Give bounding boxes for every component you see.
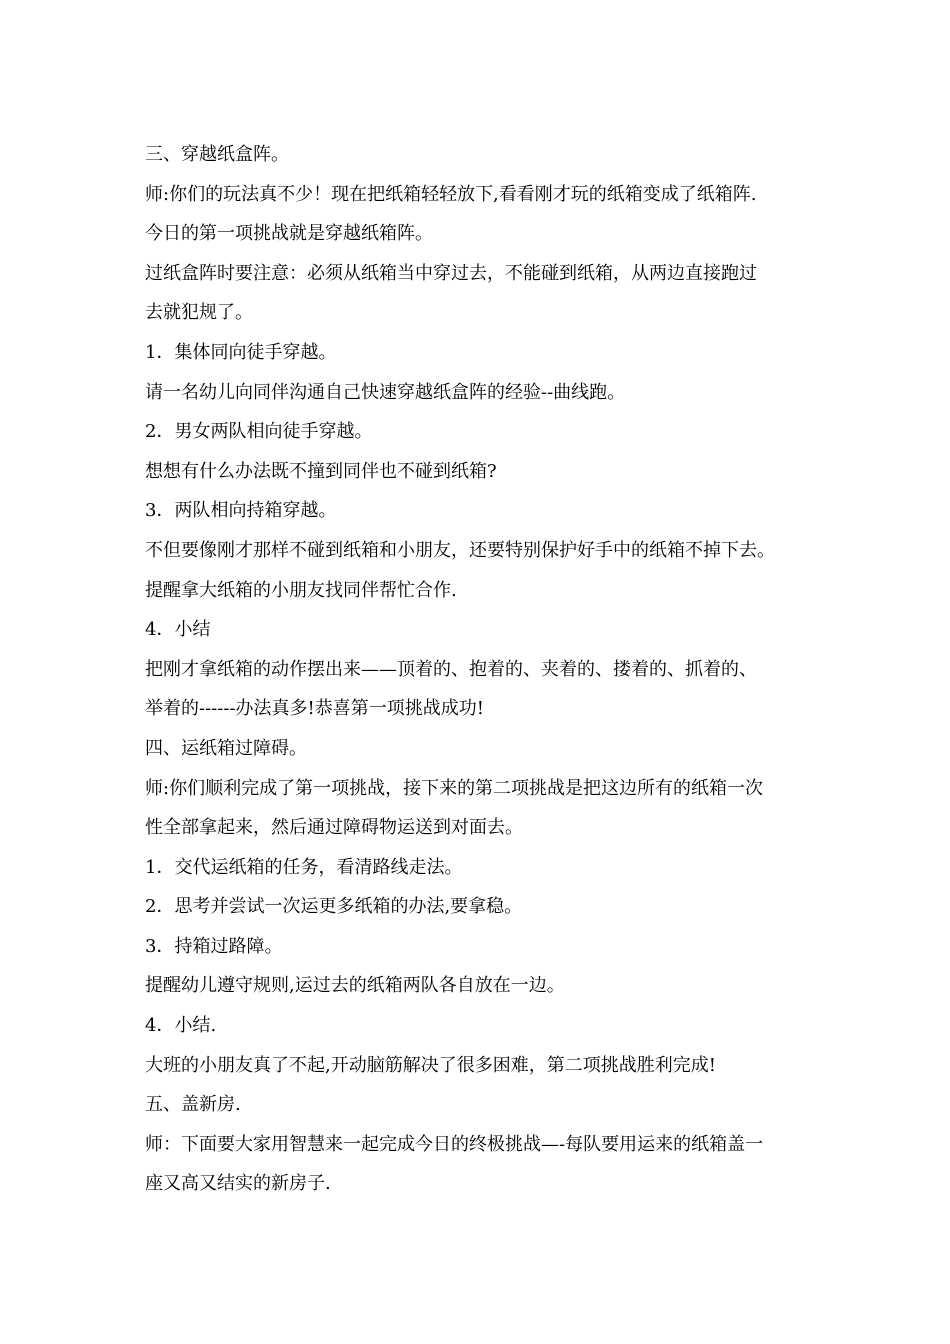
paragraph-line: 师:你们的玩法真不少！现在把纸箱轻轻放下,看看刚才玩的纸箱变成了纸箱阵. [145, 183, 757, 205]
section-heading-5: 五、盖新房. [145, 1094, 241, 1116]
paragraph-line: 过纸盒阵时要注意：必须从纸箱当中穿过去，不能碰到纸箱，从两边直接跑过 [145, 262, 757, 284]
paragraph-line: 提醒幼儿遵守规则,运过去的纸箱两队各自放在一边。 [145, 975, 565, 997]
paragraph-line: 请一名幼儿向同伴沟通自己快速穿越纸盒阵的经验--曲线跑。 [145, 381, 626, 403]
paragraph-line: 提醒拿大纸箱的小朋友找同伴帮忙合作. [145, 579, 457, 601]
list-item: 2．思考并尝试一次运更多纸箱的办法,要拿稳。 [145, 896, 523, 918]
list-item: 3．两队相向持箱穿越。 [145, 500, 337, 522]
paragraph-line: 不但要像刚才那样不碰到纸箱和小朋友，还要特别保护好手中的纸箱不掉下去。 [145, 539, 775, 561]
list-item: 1．交代运纸箱的任务，看清路线走法。 [145, 856, 463, 878]
paragraph-line: 举着的------办法真多!恭喜第一项挑战成功! [145, 698, 484, 720]
list-item: 4．小结. [145, 1015, 217, 1037]
section-heading-4: 四、运纸箱过障碍。 [145, 737, 307, 759]
paragraph-line: 大班的小朋友真了不起,开动脑筋解决了很多困难，第二项挑战胜利完成! [145, 1054, 716, 1076]
list-item: 1．集体同向徒手穿越。 [145, 341, 337, 363]
list-item: 4．小结 [145, 619, 211, 641]
paragraph-line: 座又高又结实的新房子. [145, 1173, 331, 1195]
paragraph-line: 把刚才拿纸箱的动作摆出来——顶着的、抱着的、夹着的、搂着的、抓着的、 [145, 658, 757, 680]
paragraph-line: 师：下面要大家用智慧来一起完成今日的终极挑战—-每队要用运来的纸箱盖一 [145, 1133, 764, 1155]
paragraph-line: 今日的第一项挑战就是穿越纸箱阵。 [145, 223, 433, 245]
paragraph-line: 性全部拿起来，然后通过障碍物运送到对面去。 [145, 817, 523, 839]
paragraph-line: 想想有什么办法既不撞到同伴也不碰到纸箱? [145, 460, 497, 482]
list-item: 3．持箱过路障。 [145, 935, 283, 957]
list-item: 2．男女两队相向徒手穿越。 [145, 421, 373, 443]
paragraph-line: 师:你们顺利完成了第一项挑战，接下来的第二项挑战是把这边所有的纸箱一次 [145, 777, 764, 799]
paragraph-line: 去就犯规了。 [145, 302, 253, 324]
section-heading-3: 三、穿越纸盒阵。 [145, 144, 289, 165]
document-body [145, 135, 815, 1204]
